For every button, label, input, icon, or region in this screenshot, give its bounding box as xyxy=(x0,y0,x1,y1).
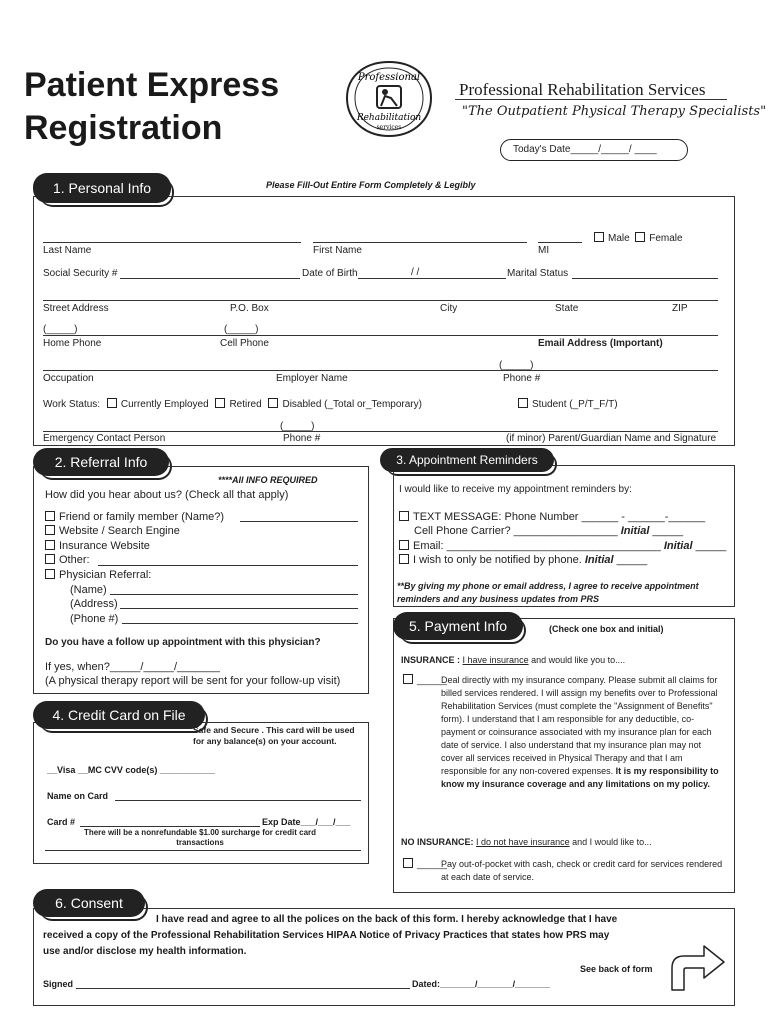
surcharge-note: There will be a nonrefundable $1.00 surcharge for credit card transactions xyxy=(83,828,317,847)
home-phone-label: Home Phone xyxy=(43,338,102,349)
referral-other-field[interactable] xyxy=(98,565,358,566)
home-area-code: (_____) xyxy=(43,324,78,335)
tab-personal-info: 1. Personal Info xyxy=(33,173,171,203)
male-label: Male xyxy=(608,233,630,244)
no-insurance-terms: Pay out-of-pocket with cash, check or credit card for services rendered at each date of service. xyxy=(441,859,723,882)
student-label: Student (_P/T_F/T) xyxy=(532,399,618,410)
turn-arrow-icon xyxy=(666,934,728,992)
email-option: Email: ___________________________________ Initial _____ xyxy=(399,540,726,552)
first-name-field[interactable] xyxy=(313,242,527,243)
referral-friend-name-field[interactable] xyxy=(240,521,358,522)
tab-payment-info: 5. Payment Info xyxy=(393,612,523,640)
email-checkbox[interactable] xyxy=(399,540,409,550)
tab-appointment-reminders: 3. Appointment Reminders xyxy=(380,448,554,472)
referral-insurance-checkbox[interactable] xyxy=(45,540,55,550)
dob-separators: / / xyxy=(411,267,420,278)
name-on-card-label: Name on Card xyxy=(47,791,109,801)
tab-consent: 6. Consent xyxy=(33,889,145,917)
logo-text-top: Professional xyxy=(357,72,421,83)
email-label: Email Address (Important) xyxy=(538,338,663,349)
employer-label: Employer Name xyxy=(276,373,348,384)
female-checkbox[interactable] xyxy=(635,232,645,242)
referral-option: Website / Search Engine xyxy=(45,525,180,537)
insurance-heading: INSURANCE : I have insurance and would like you to.... xyxy=(401,655,626,665)
referral-option: Insurance Website xyxy=(45,540,150,552)
insurance-initial-field[interactable]: ______ xyxy=(403,674,447,685)
text-message-checkbox[interactable] xyxy=(399,511,409,521)
cell-carrier-field[interactable]: Cell Phone Carrier? _________________ Initial _____ xyxy=(414,525,684,537)
reminders-consent: **By giving my phone or email address, I agree to receive appointment reminders and any business updates from PRS xyxy=(397,581,699,604)
ssn-field[interactable] xyxy=(120,278,300,279)
initial-label: Initial xyxy=(663,540,693,552)
text-message-option: TEXT MESSAGE: Phone Number ______ - ______-______ xyxy=(399,511,705,523)
occupation-label: Occupation xyxy=(43,373,94,384)
retired-label: Retired xyxy=(229,399,262,410)
marital-status-field[interactable] xyxy=(572,278,718,279)
physician-name-label: (Name) xyxy=(70,584,107,596)
po-box-label: P.O. Box xyxy=(230,303,269,314)
female-label: Female xyxy=(649,233,683,244)
todays-date-label: Today's Date_____/_____/ ____ xyxy=(513,144,657,155)
consent-text-2: received a copy of the Professional Rehabilitation Services HIPAA Notice of Privacy Practices that states how PRS may xyxy=(43,930,610,941)
payment-instruction: (Check one box and initial) xyxy=(549,624,664,634)
last-name-field[interactable] xyxy=(43,242,301,243)
phone-only-checkbox[interactable] xyxy=(399,554,409,564)
street-address-label: Street Address xyxy=(43,303,109,314)
disabled-checkbox[interactable] xyxy=(268,398,278,408)
form-notice: Please Fill-Out Entire Form Completely & Legibly xyxy=(266,180,476,190)
name-on-card-field[interactable] xyxy=(115,800,361,801)
marital-status-label: Marital Status xyxy=(507,268,569,279)
disabled-label: Disabled (_Total or_Temporary) xyxy=(282,399,422,410)
physician-name-field[interactable] xyxy=(110,594,358,595)
city-label: City xyxy=(440,303,458,314)
card-type-cvv-field[interactable]: __Visa __MC CVV code(s) ___________ xyxy=(47,765,215,775)
referral-option: Physician Referral: xyxy=(45,569,151,581)
mi-field[interactable] xyxy=(538,242,582,243)
consent-text-1: I have read and agree to all the polices on the back of this form. I hereby acknowledge that I have xyxy=(156,914,618,925)
referral-physician-checkbox[interactable] xyxy=(45,569,55,579)
referral-required: ****All INFO REQUIRED xyxy=(218,475,318,485)
work-status-label: Work Status: xyxy=(43,399,101,410)
form-title-line1: Patient Express xyxy=(24,66,280,104)
retired-checkbox[interactable] xyxy=(215,398,225,408)
student-status xyxy=(518,398,618,410)
logo-text-bottom: Rehabilitation xyxy=(356,113,422,123)
todays-date-box[interactable] xyxy=(500,139,688,161)
company-name: Professional Rehabilitation Services xyxy=(459,80,706,99)
referral-other-checkbox[interactable] xyxy=(45,554,55,564)
cell-phone-label: Cell Phone xyxy=(220,338,269,349)
last-name-label: Last Name xyxy=(43,245,92,256)
student-checkbox[interactable] xyxy=(518,398,528,408)
emergency-phone-label: Phone # xyxy=(283,433,321,444)
no-insurance-heading: NO INSURANCE: I do not have insurance and I would like to... xyxy=(401,837,652,847)
signature-field[interactable] xyxy=(76,988,410,989)
referral-question: How did you hear about us? (Check all that apply) xyxy=(45,489,289,501)
credit-card-security-note: Safe and Secure . This card will be used for any balance(s) on your account. xyxy=(193,725,355,746)
emergency-area-code: (_____) xyxy=(280,421,315,432)
company-logo xyxy=(343,58,435,140)
tab-credit-card: 4. Credit Card on File xyxy=(33,701,205,729)
reminders-intro: I would like to receive my appointment reminders by: xyxy=(399,484,632,495)
form-title-line2: Registration xyxy=(24,109,223,147)
state-label: State xyxy=(555,303,579,314)
referral-friend-checkbox[interactable] xyxy=(45,511,55,521)
guardian-label: (if minor) Parent/Guardian Name and Signature xyxy=(506,433,717,444)
no-insurance-initial-field[interactable]: ______ xyxy=(403,858,447,869)
referral-website-checkbox[interactable] xyxy=(45,525,55,535)
employed-checkbox[interactable] xyxy=(107,398,117,408)
card-number-label: Card # xyxy=(47,817,76,827)
initial-label: Initial xyxy=(620,525,650,537)
work-status xyxy=(43,398,422,410)
physician-address-label: (Address) xyxy=(70,598,118,610)
physician-phone-label: (Phone #) xyxy=(70,613,119,625)
see-back-label: See back of form xyxy=(580,964,653,974)
dob-field[interactable] xyxy=(358,278,506,279)
company-tagline: "The Outpatient Physical Therapy Specialists" xyxy=(462,104,767,119)
followup-report-note: (A physical therapy report will be sent for your follow-up visit) xyxy=(45,675,341,687)
signed-label: Signed xyxy=(43,979,74,989)
referral-option: Friend or family member (Name?) xyxy=(45,511,224,523)
physician-address-field[interactable] xyxy=(120,608,358,609)
dob-label: Date of Birth xyxy=(302,268,358,279)
logo-text-sub: services xyxy=(376,124,402,131)
male-checkbox[interactable] xyxy=(594,232,604,242)
followup-question: Do you have a follow up appointment with this physician? xyxy=(45,637,321,648)
employed-label: Currently Employed xyxy=(120,399,209,410)
ssn-label: Social Security # xyxy=(43,268,118,279)
zip-label: ZIP xyxy=(672,303,688,314)
address-field[interactable] xyxy=(43,300,718,301)
cell-area-code: (_____) xyxy=(224,324,259,335)
phone-email-field[interactable] xyxy=(43,335,718,336)
followup-date[interactable]: If yes, when?_____/_____/_______ xyxy=(45,661,220,673)
first-name-label: First Name xyxy=(313,245,362,256)
physician-phone-field[interactable] xyxy=(122,623,358,624)
insurance-terms: Deal directly with my insurance company. Please submit all claims for billed services rendered. I will assign my benefits over to Professional Rehabilitation Services (must complete the "Assignment of Benefits" form). I understand that I am responsible for any deductible, co-payment or coinsurance associated with my insurance plan for each date of service. I also understand that my insurance plan may not cover all services received in Physical Therapy and that I am responsible for any non-covered expenses. It is my responsibility to know my insurance coverage and any limitations on my policy. xyxy=(441,675,719,789)
referral-option: Other: xyxy=(45,554,90,566)
mi-label: MI xyxy=(538,245,550,256)
work-phone-label: Phone # xyxy=(503,373,541,384)
dated-field[interactable]: Dated:_______/_______/_______ xyxy=(412,979,551,989)
tab-referral-info: 2. Referral Info xyxy=(33,448,169,476)
card-number-field[interactable] xyxy=(80,826,260,827)
initial-label: Initial xyxy=(584,554,614,566)
occupation-field[interactable] xyxy=(43,370,718,371)
consent-text-3: use and/or disclose my health information. xyxy=(43,946,247,957)
emergency-field[interactable] xyxy=(43,431,718,432)
gender-options xyxy=(594,232,683,244)
emergency-contact-label: Emergency Contact Person xyxy=(43,433,166,444)
phone-only-option: I wish to only be notified by phone. Initial _____ xyxy=(399,554,647,566)
exp-date-field[interactable]: Exp Date___/___/___ xyxy=(262,817,351,827)
work-area-code: (_____) xyxy=(499,360,534,371)
